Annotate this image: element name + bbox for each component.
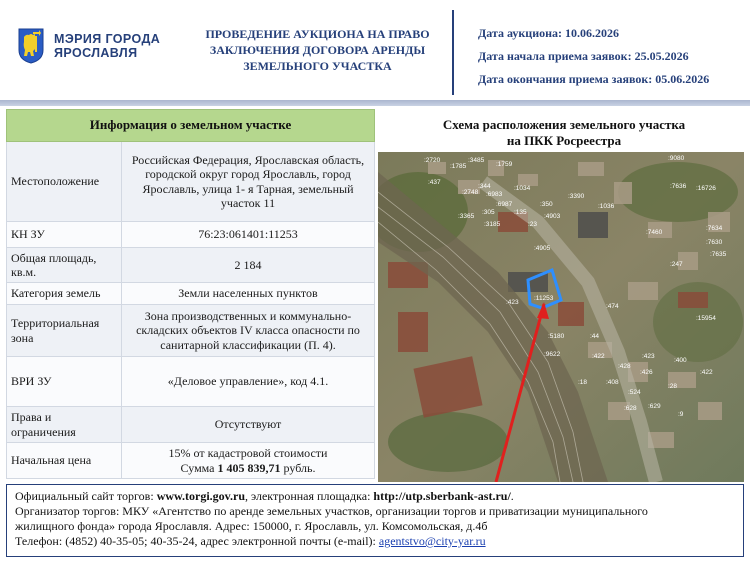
parcel-label: :11253: [534, 295, 554, 302]
table-row: [7, 283, 375, 305]
parcel-info-table: [6, 109, 375, 479]
row-value: 76:23:061401:11253: [122, 222, 375, 248]
row-value: «Деловое управление», код 4.1.: [122, 357, 375, 407]
cadastral-label: :3390: [568, 193, 585, 200]
row-value: 2 184: [122, 248, 375, 283]
cadastral-label: :7630: [706, 239, 723, 246]
site-label: Официальный сайт торгов:: [15, 489, 157, 503]
cadastral-label: :423: [506, 299, 519, 306]
row-label: Местоположение: [7, 142, 122, 222]
map-title-line-1: Схема расположения земельного участка: [442, 117, 686, 132]
cadastral-label: :247: [670, 261, 683, 268]
cadastral-label: :423: [642, 353, 655, 360]
table-row: [7, 248, 375, 283]
cadastral-label: :437: [428, 179, 441, 186]
cadastral-label: :428: [618, 363, 631, 370]
price-prefix: Сумма: [180, 460, 218, 475]
page-title-line-1: ПРОВЕДЕНИЕ АУКЦИОНА НА ПРАВО: [205, 27, 430, 41]
cadastral-label: :9080: [668, 155, 685, 162]
cadastral-label: :135: [514, 209, 527, 216]
cadastral-label: :1036: [598, 203, 615, 210]
platform-end: .: [510, 489, 514, 503]
cadastral-label: :628: [624, 405, 637, 412]
cadastral-label: :344: [478, 183, 491, 190]
parcel-map: [378, 152, 744, 482]
footer-line-sites: [15, 489, 735, 504]
page-title-line-2: ЗАКЛЮЧЕНИЯ ДОГОВОРА АРЕНДЫ: [209, 43, 426, 57]
row-label: Начальная цена: [7, 443, 122, 479]
auction-dates: [478, 26, 709, 95]
table-row: [7, 222, 375, 248]
organizer-line-2: жилищного фонда» города Ярославля. Адрес: 150000, г. Ярославль, ул. Комсомольская, д.4б: [15, 519, 488, 533]
price-basis: 15% от кадастровой стоимости: [168, 446, 328, 460]
cadastral-label: :18: [578, 379, 588, 386]
logo-text: [54, 32, 160, 60]
cadastral-label: :350: [540, 201, 553, 208]
page-header: [0, 0, 750, 100]
table-row: [7, 407, 375, 443]
city-hall-logo: [18, 28, 160, 64]
cadastral-label: :2748: [462, 189, 479, 196]
organizer-line-1: Организатор торгов: МКУ «Агентство по аренде земельных участков, организации торгов и приватизации муниципального: [15, 504, 648, 518]
logo-line-1: МЭРИЯ ГОРОДА: [54, 32, 161, 46]
logo-line-2: ЯРОСЛАВЛЯ: [54, 46, 138, 60]
parcel-info-heading: Информация о земельном участке: [7, 110, 375, 142]
cadastral-label: :3365: [458, 213, 475, 220]
platform-link[interactable]: http://utp.sberbank-ast.ru/: [373, 489, 511, 503]
table-row: [7, 443, 375, 479]
row-value: Отсутствуют: [122, 407, 375, 443]
row-value: Зона производственных и коммунально-складских объектов IV класса опасности по санитарной классификации (П. 4).: [122, 305, 375, 357]
page-title-line-3: ЗЕМЕЛЬНОГО УЧАСТКА: [243, 59, 392, 73]
cadastral-label: :408: [606, 379, 619, 386]
cadastral-label: :7636: [670, 183, 687, 190]
cadastral-label: :426: [640, 369, 653, 376]
cadastral-label: :400: [674, 357, 687, 364]
cadastral-label: :28: [668, 383, 678, 390]
header-divider: [452, 10, 454, 95]
phone-text: Телефон: (4852) 40-35-05; 40-35-24, адрес электронной почты (e-mail):: [15, 534, 379, 548]
cadastral-label: :7460: [646, 229, 663, 236]
map-title-line-2: на ПКК Росреестра: [506, 133, 622, 148]
price-sum: [128, 461, 368, 476]
official-site-link[interactable]: www.torgi.gov.ru: [156, 489, 246, 503]
cadastral-label: :524: [628, 389, 641, 396]
coat-of-arms-icon: [18, 28, 44, 64]
cadastral-label: :3485: [468, 157, 485, 164]
row-label: Общая площадь, кв.м.: [7, 248, 122, 283]
cadastral-label: :9622: [544, 351, 561, 358]
cadastral-label: :1034: [514, 185, 531, 192]
cadastral-label: :422: [592, 353, 605, 360]
cadastral-label: :23: [528, 221, 538, 228]
cadastral-label: :5180: [548, 333, 565, 340]
row-value: [122, 443, 375, 479]
row-label: Права и ограничения: [7, 407, 122, 443]
auction-date: Дата аукциона: 10.06.2026: [478, 26, 620, 40]
price-amount: 1 405 839,71: [217, 460, 281, 475]
table-row: [7, 357, 375, 407]
table-row: [7, 305, 375, 357]
cadastral-label: :44: [590, 333, 600, 340]
map-title: [378, 117, 750, 149]
price-suffix: рубль.: [280, 460, 316, 475]
cadastral-label: :6987: [496, 201, 513, 208]
platform-label: , электронная площадка:: [245, 489, 374, 503]
cadastral-label: :4905: [534, 245, 551, 252]
header-band: [0, 100, 750, 106]
contacts-footer: [6, 484, 744, 557]
table-row: [7, 142, 375, 222]
satellite-map-image: [378, 152, 744, 482]
page-title: [190, 26, 445, 74]
row-label: ВРИ ЗУ: [7, 357, 122, 407]
row-label: Территориальная зона: [7, 305, 122, 357]
application-end-date: Дата окончания приема заявок: 05.06.2026: [478, 72, 710, 86]
cadastral-label: :7634: [706, 225, 723, 232]
cadastral-label: :1759: [496, 161, 513, 168]
row-value: Российская Федерация, Ярославская область, городской округ город Ярославль, город Ярославль, улица 1- я Тарная, земельный участок 11: [122, 142, 375, 222]
cadastral-label: :629: [648, 403, 661, 410]
cadastral-label: :2720: [424, 157, 441, 164]
row-label: КН ЗУ: [7, 222, 122, 248]
cadastral-label: :4903: [544, 213, 561, 220]
row-value: Земли населенных пунктов: [122, 283, 375, 305]
cadastral-label: :474: [606, 303, 619, 310]
cadastral-label: :422: [700, 369, 713, 376]
cadastral-label: :9: [678, 411, 684, 418]
cadastral-label: :1785: [450, 163, 467, 170]
row-label: Категория земель: [7, 283, 122, 305]
cadastral-label: :6983: [486, 191, 503, 198]
cadastral-label: :15954: [696, 315, 716, 322]
cadastral-label: :7635: [710, 251, 727, 258]
cadastral-label: :16726: [696, 185, 716, 192]
cadastral-label: :3185: [484, 221, 501, 228]
cadastral-label: :305: [482, 209, 495, 216]
footer-line-phone: [15, 534, 735, 549]
email-link[interactable]: agentstvo@city-yar.ru: [378, 534, 486, 548]
application-start-date: Дата начала приема заявок: 25.05.2026: [478, 49, 689, 63]
